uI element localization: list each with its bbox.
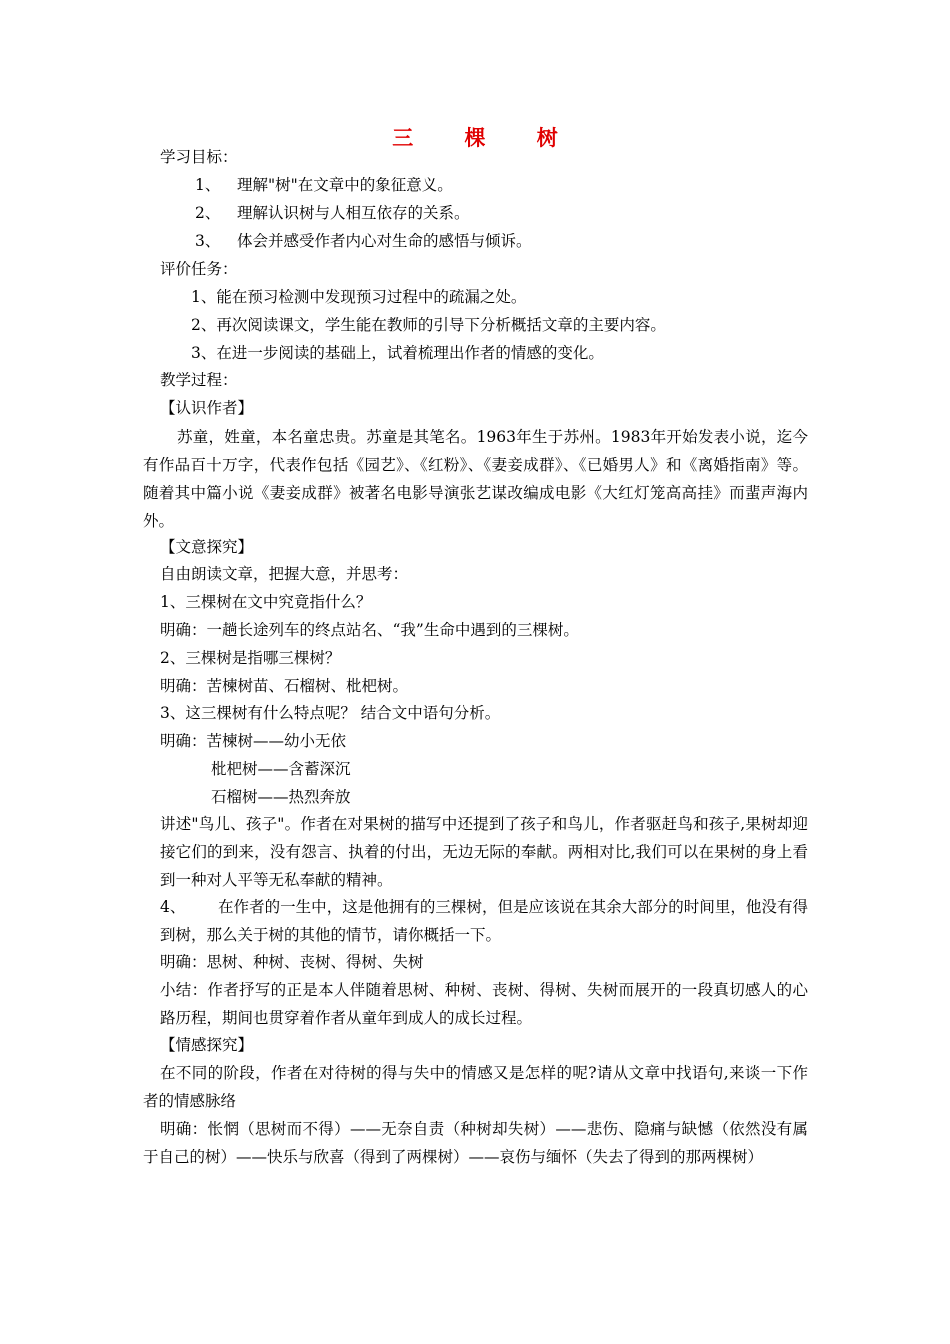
emotion-heading: 【情感探究】 xyxy=(160,1036,254,1054)
question-4 xyxy=(160,893,808,949)
answer-3-line-1: 明确：苦楝树——幼小无依 xyxy=(160,732,347,750)
author-paragraph: 苏童，姓童，本名童忠贵。苏童是其笔名。1963年生于苏州。1983年开始发表小说，迄今有作品百十万字，代表作包括《园艺》、《红粉》、《妻妾成群》、《已婚男人》和《离婚指南》等。随着其中篇小说《妻妾成群》被著名电影导演张艺谋改编成电影《大红灯笼高高挂》而蜚声海内外。 xyxy=(143,428,808,530)
process-heading: 教学过程： xyxy=(160,371,238,389)
narrative-paragraph: 讲述"鸟儿、孩子"。作者在对果树的描写中还提到了孩子和鸟儿，作者驱赶鸟和孩子,果树却迎接它们的到来，没有怨言、执着的付出，无边无际的奉献。两相对比,我们可以在果树的身上看到一种对人平等无私奉献的精神。 xyxy=(160,815,808,889)
objective-text: 理解"树"在文章中的象征意义。 xyxy=(237,176,453,194)
document-title: 三 棵 树 xyxy=(392,125,580,150)
question-2: 2、三棵树是指哪三棵树？ xyxy=(160,649,341,667)
tasks-heading: 评价任务： xyxy=(160,260,238,278)
answer-4: 明确：思树、种树、丧树、得树、失树 xyxy=(160,953,424,971)
author-heading: 【认识作者】 xyxy=(160,399,254,417)
answer-2: 明确：苦楝树苗、石榴树、枇杷树。 xyxy=(160,677,409,695)
objective-text: 体会并感受作者内心对生命的感悟与倾诉。 xyxy=(237,232,532,250)
question-1: 1、三棵树在文中究竟指什么？ xyxy=(160,593,372,611)
emotion-question: 在不同的阶段，作者在对待树的得与失中的情感又是怎样的呢?请从文章中找语句,来谈一下作者的情感脉络 xyxy=(143,1064,808,1110)
objective-number: 3、 xyxy=(195,232,221,250)
task-item: 3、在进一步阅读的基础上，试着梳理出作者的情感的变化。 xyxy=(191,344,604,362)
task-item: 1、能在预习检测中发现预习过程中的疏漏之处。 xyxy=(191,288,527,306)
task-item: 2、再次阅读课文，学生能在教师的引导下分析概括文章的主要内容。 xyxy=(191,316,666,334)
objective-number: 2、 xyxy=(195,204,221,222)
objective-text: 理解认识树与人相互依存的关系。 xyxy=(237,204,470,222)
objectives-heading: 学习目标： xyxy=(160,148,238,166)
question-4-number: 4、 xyxy=(160,898,186,916)
answer-1: 明确：一趟长途列车的终点站名、“我”生命中遇到的三棵树。 xyxy=(160,621,579,639)
emotion-answer: 明确：怅惘（思树而不得）——无奈自责（种树却失树）——悲伤、隐痛与缺憾（依然没有属于自己的树）——快乐与欣喜（得到了两棵树）——哀伤与缅怀（失去了得到的那两棵树） xyxy=(143,1120,808,1166)
answer-3-line-3: 石榴树——热烈奔放 xyxy=(211,788,351,806)
summary-paragraph: 小结：作者抒写的正是本人伴随着思树、种树、丧树、得树、失树而展开的一段真切感人的心路历程，期间也贯穿着作者从童年到成人的成长过程。 xyxy=(160,981,808,1027)
objective-item xyxy=(195,231,532,251)
objective-item xyxy=(195,175,453,195)
objective-item xyxy=(195,203,470,223)
question-4-text: 在作者的一生中，这是他拥有的三棵树，但是应该说在其余大部分的时间里，他没有得到树，那么关于树的其他的情节，请你概括一下。 xyxy=(160,898,808,944)
question-3: 3、这三棵树有什么特点呢？ 结合文中语句分析。 xyxy=(160,704,501,722)
inquiry-intro: 自由朗读文章，把握大意，并思考： xyxy=(160,565,409,583)
answer-3-line-2: 枇杷树——含蓄深沉 xyxy=(211,760,351,778)
inquiry-heading: 【文意探究】 xyxy=(160,538,254,556)
objective-number: 1、 xyxy=(195,176,221,194)
